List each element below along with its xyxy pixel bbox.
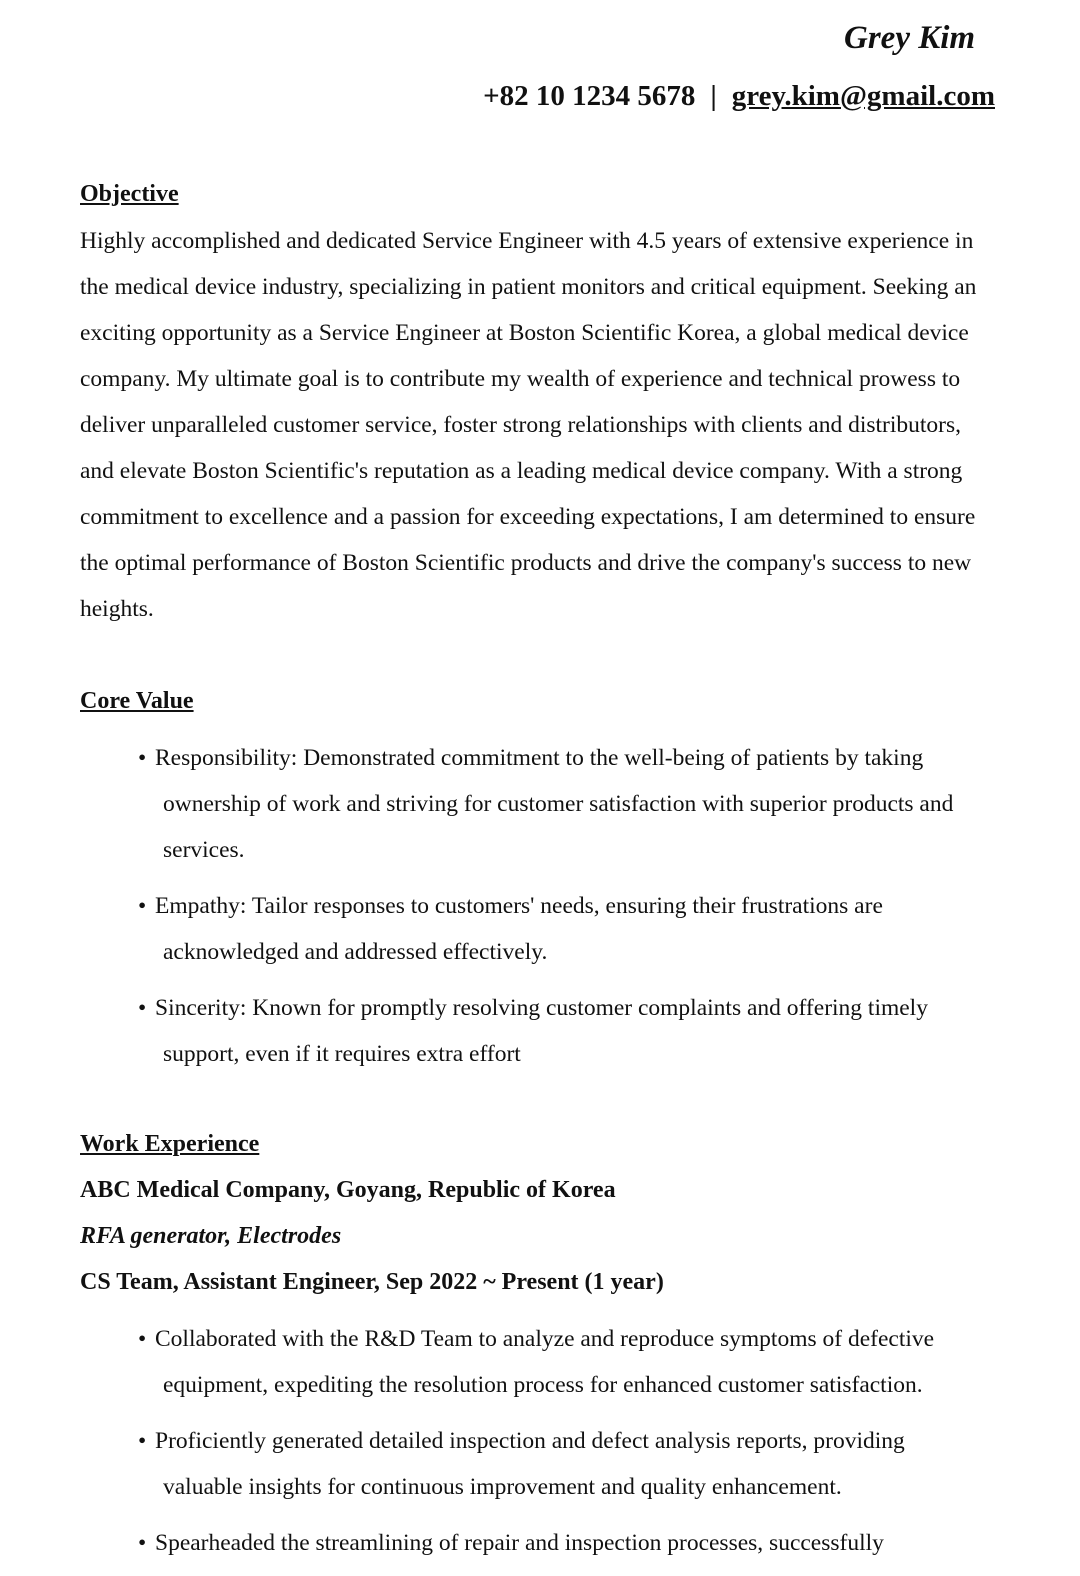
objective-paragraph: Highly accomplished and dedicated Service Engineer with 4.5 years of extensive experience in the medical device industry, specializing in patient monitors and critical equipment. Seeking an exciting opportunity as a Service Engineer at Boston Scientific Korea, a global medical device company. My ultimate goal is to contribute my wealth of experience and technical prowess to deliver unparalleled customer service, foster strong relationships with clients and distributors, and elevate Boston Scientific's reputation as a leading medical device company. With a strong commitment to excellence and a passion for exceeding expectations, I am determined to ensure the optimal performance of Boston Scientific products and drive the company's success to new heights. [80,228,977,622]
list-item: • Proficiently generated detailed inspection and defect analysis reports, providing valuable insights for continuous improvement and quality enhancement. [80,1418,990,1510]
work-experience-heading: Work Experience [80,1131,260,1157]
candidate-name: Grey Kim [844,20,976,56]
role-line: CS Team, Assistant Engineer, Sep 2022 ~ Present (1 year) [80,1269,664,1295]
contact-line [483,80,995,113]
email-link[interactable]: grey.kim@gmail.com [731,80,995,112]
bullet-icon: • [138,1530,147,1556]
company-line: ABC Medical Company, Goyang, Republic of Korea [80,1177,616,1203]
list-item: • Spearheaded the streamlining of repair and inspection processes, successfully [80,1520,990,1566]
bullet-icon: • [138,1326,147,1352]
list-item: • Sincerity: Known for promptly resolving customer complaints and offering timely support, even if it requires extra effort [80,985,990,1077]
list-item: • Responsibility: Demonstrated commitment to the well-being of patients by taking ownership of work and striving for customer satisfaction with superior products and services. [80,735,990,873]
bullet-icon: • [138,745,147,771]
bullet-icon: • [138,995,147,1021]
list-item: • Empathy: Tailor responses to customers' needs, ensuring their frustrations are acknowledged and addressed effectively. [80,883,990,975]
work-experience-list [80,1316,990,1576]
core-value-heading: Core Value [80,688,194,714]
phone-number: +82 10 1234 5678 [483,80,696,112]
bullet-icon: • [138,893,147,919]
products-line: RFA generator, Electrodes [80,1223,342,1249]
objective-heading: Objective [80,181,179,207]
contact-separator: | [710,80,717,112]
core-value-list [80,735,990,1087]
list-item: • Collaborated with the R&D Team to analyze and reproduce symptoms of defective equipment, expediting the resolution process for enhanced customer satisfaction. [80,1316,990,1408]
bullet-icon: • [138,1428,147,1454]
